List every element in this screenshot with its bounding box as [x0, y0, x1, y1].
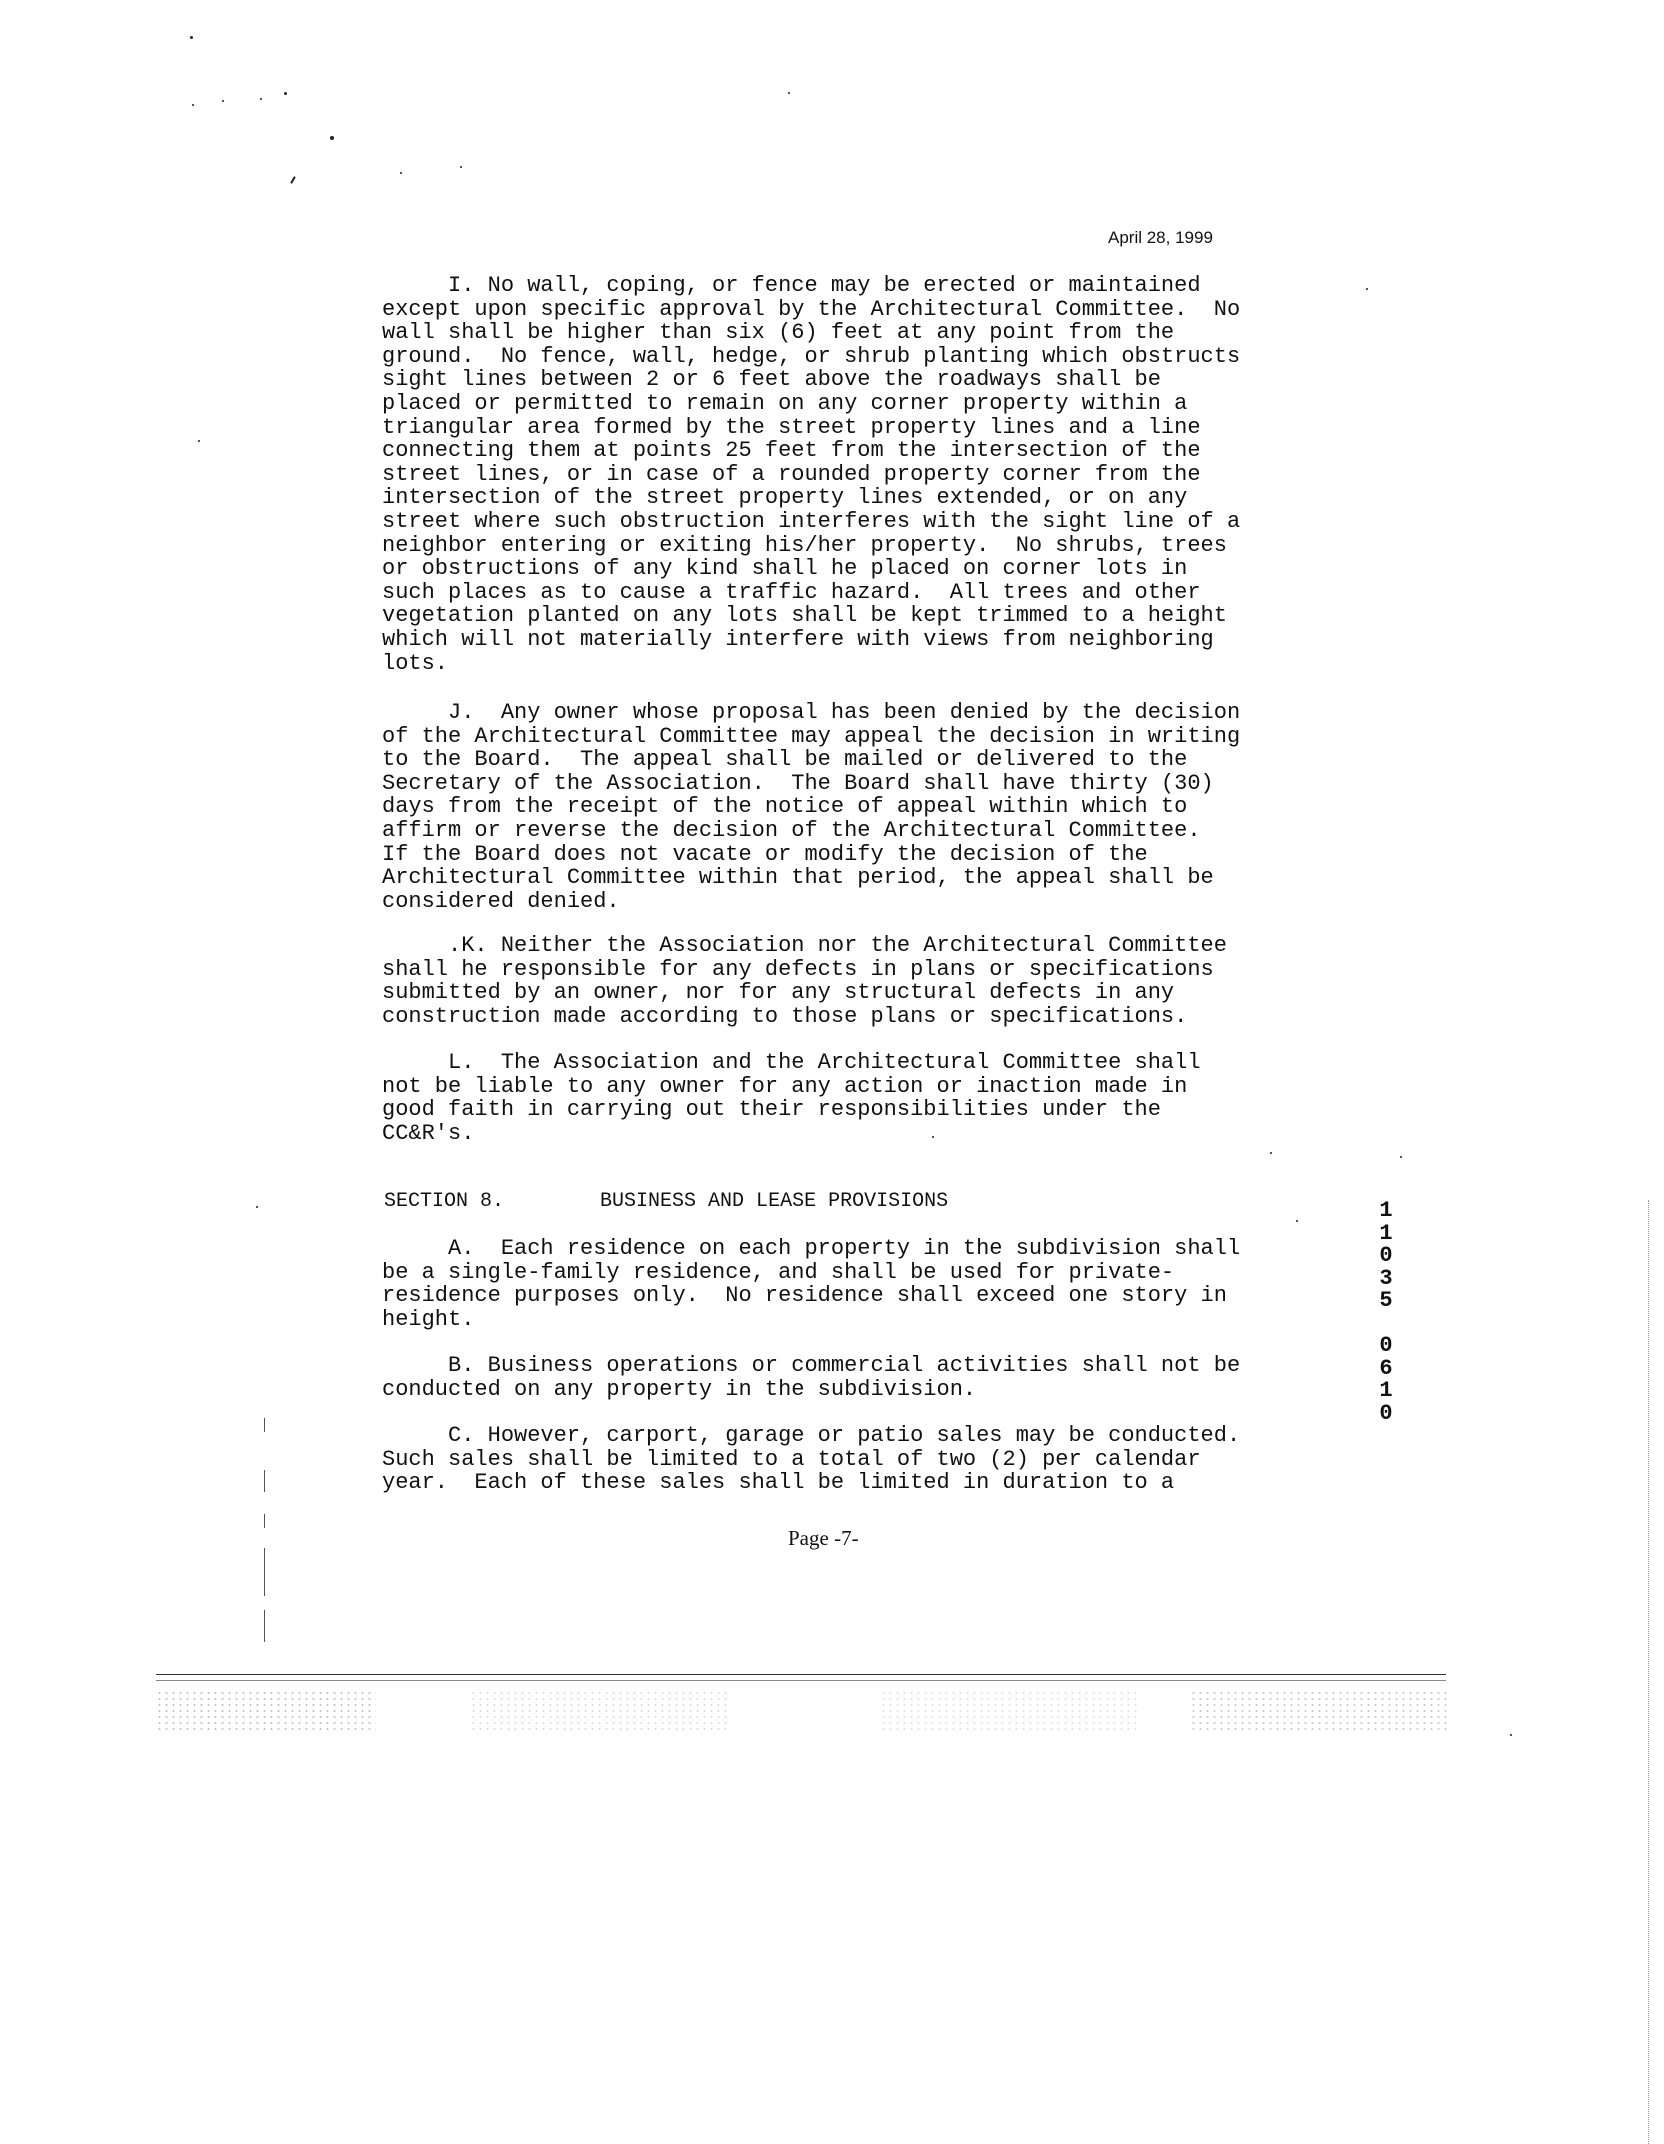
scan-speck — [222, 100, 224, 102]
paragraph-i: I. No wall, coping, or fence may be erected or maintained except upon specific approval by the Architectural Committee. No wall shall be higher than six (6) feet at any point from the ground. No fence, wall, hedge, or shrub planting which obstructs sight lines between 2 or 6 feet above the roadways shall be placed or permitted to remain on any corner property within a triangular area formed by the street property lines and a line connecting them at points 25 feet from the intersection of the street lines, or in case of a rounded property corner from the intersection of the street property lines extended, or on any street where such obstruction interferes with the sight line of a neighbor entering or exiting his/her property. No shrubs, trees or obstructions of any kind shall he placed on corner lots in such places as to cause a traffic hazard. All trees and other vegetation planted on any lots shall be kept trimmed to a height which will not materially interfere with views from neighboring lots. — [382, 273, 1241, 676]
page-number: Page -7- — [788, 1526, 859, 1550]
page-edge-shadow — [1648, 1200, 1649, 2144]
left-margin-mark — [264, 1548, 265, 1596]
scan-speck — [460, 166, 462, 168]
paragraph-l: L. The Association and the Architectural Committee shall not be liable to any owner for any action or inaction made in good faith in carrying out their responsibilities under the CC&R's. — [382, 1050, 1201, 1146]
scan-speck — [198, 440, 200, 442]
scan-speck — [290, 176, 296, 184]
paragraph-j: J. Any owner whose proposal has been denied by the decision of the Architectural Committee may appeal the decision in writing to the Board. The appeal shall be mailed or delivered to the Secretary of the Association. The Board shall have thirty (30) days from the receipt of the notice of appeal within which to affirm or reverse the decision of the Architectural Committee. If the Board does not vacate or modify the decision of the Architectural Committee within that period, the appeal shall be considered denied. — [382, 700, 1241, 914]
scan-speck — [192, 104, 194, 106]
scan-noise-band — [156, 1690, 376, 1734]
section-8-heading: SECTION 8. BUSINESS AND LEASE PROVISIONS — [384, 1190, 949, 1213]
bottom-rule-secondary — [156, 1680, 1446, 1681]
bottom-rule — [156, 1674, 1446, 1675]
scan-speck — [1270, 1152, 1272, 1154]
scan-speck — [788, 92, 790, 94]
scan-speck — [1366, 288, 1368, 290]
scan-speck — [256, 1206, 258, 1208]
scan-speck — [284, 92, 287, 95]
scan-speck — [260, 98, 262, 100]
recording-number: 1 1 0 3 5 0 6 1 0 — [1379, 1198, 1393, 1426]
scan-speck — [330, 136, 334, 140]
scan-noise-band — [1190, 1690, 1450, 1734]
left-margin-mark — [264, 1610, 265, 1642]
scan-noise-band — [470, 1690, 730, 1734]
scan-speck — [400, 172, 402, 174]
left-margin-mark — [264, 1418, 265, 1432]
document-date: April 28, 1999 — [1108, 228, 1213, 247]
scan-speck — [190, 36, 193, 39]
scan-speck — [1296, 1220, 1298, 1222]
section-8-paragraph-c: C. However, carport, garage or patio sales may be conducted. Such sales shall be limited to a total of two (2) per calendar year. Each of these sales shall be limited in duration to a — [382, 1423, 1241, 1496]
section-8-paragraph-a: A. Each residence on each property in the subdivision shall be a single-family residence, and shall be used for private- residence purposes only. No residence shall exceed one story in height. — [382, 1236, 1241, 1332]
left-margin-mark — [264, 1514, 265, 1528]
scan-speck — [1400, 1156, 1402, 1158]
left-margin-mark — [264, 1470, 265, 1492]
section-8-paragraph-b: B. Business operations or commercial activities shall not be conducted on any property in the subdivision. — [382, 1353, 1241, 1402]
scan-speck — [1510, 1734, 1512, 1736]
paragraph-k: .K. Neither the Association nor the Architectural Committee shall he responsible for any defects in plans or specifications submitted by an owner, nor for any structural defects in any construction made according to those plans or specifications. — [382, 933, 1227, 1029]
scan-noise-band — [880, 1690, 1140, 1734]
